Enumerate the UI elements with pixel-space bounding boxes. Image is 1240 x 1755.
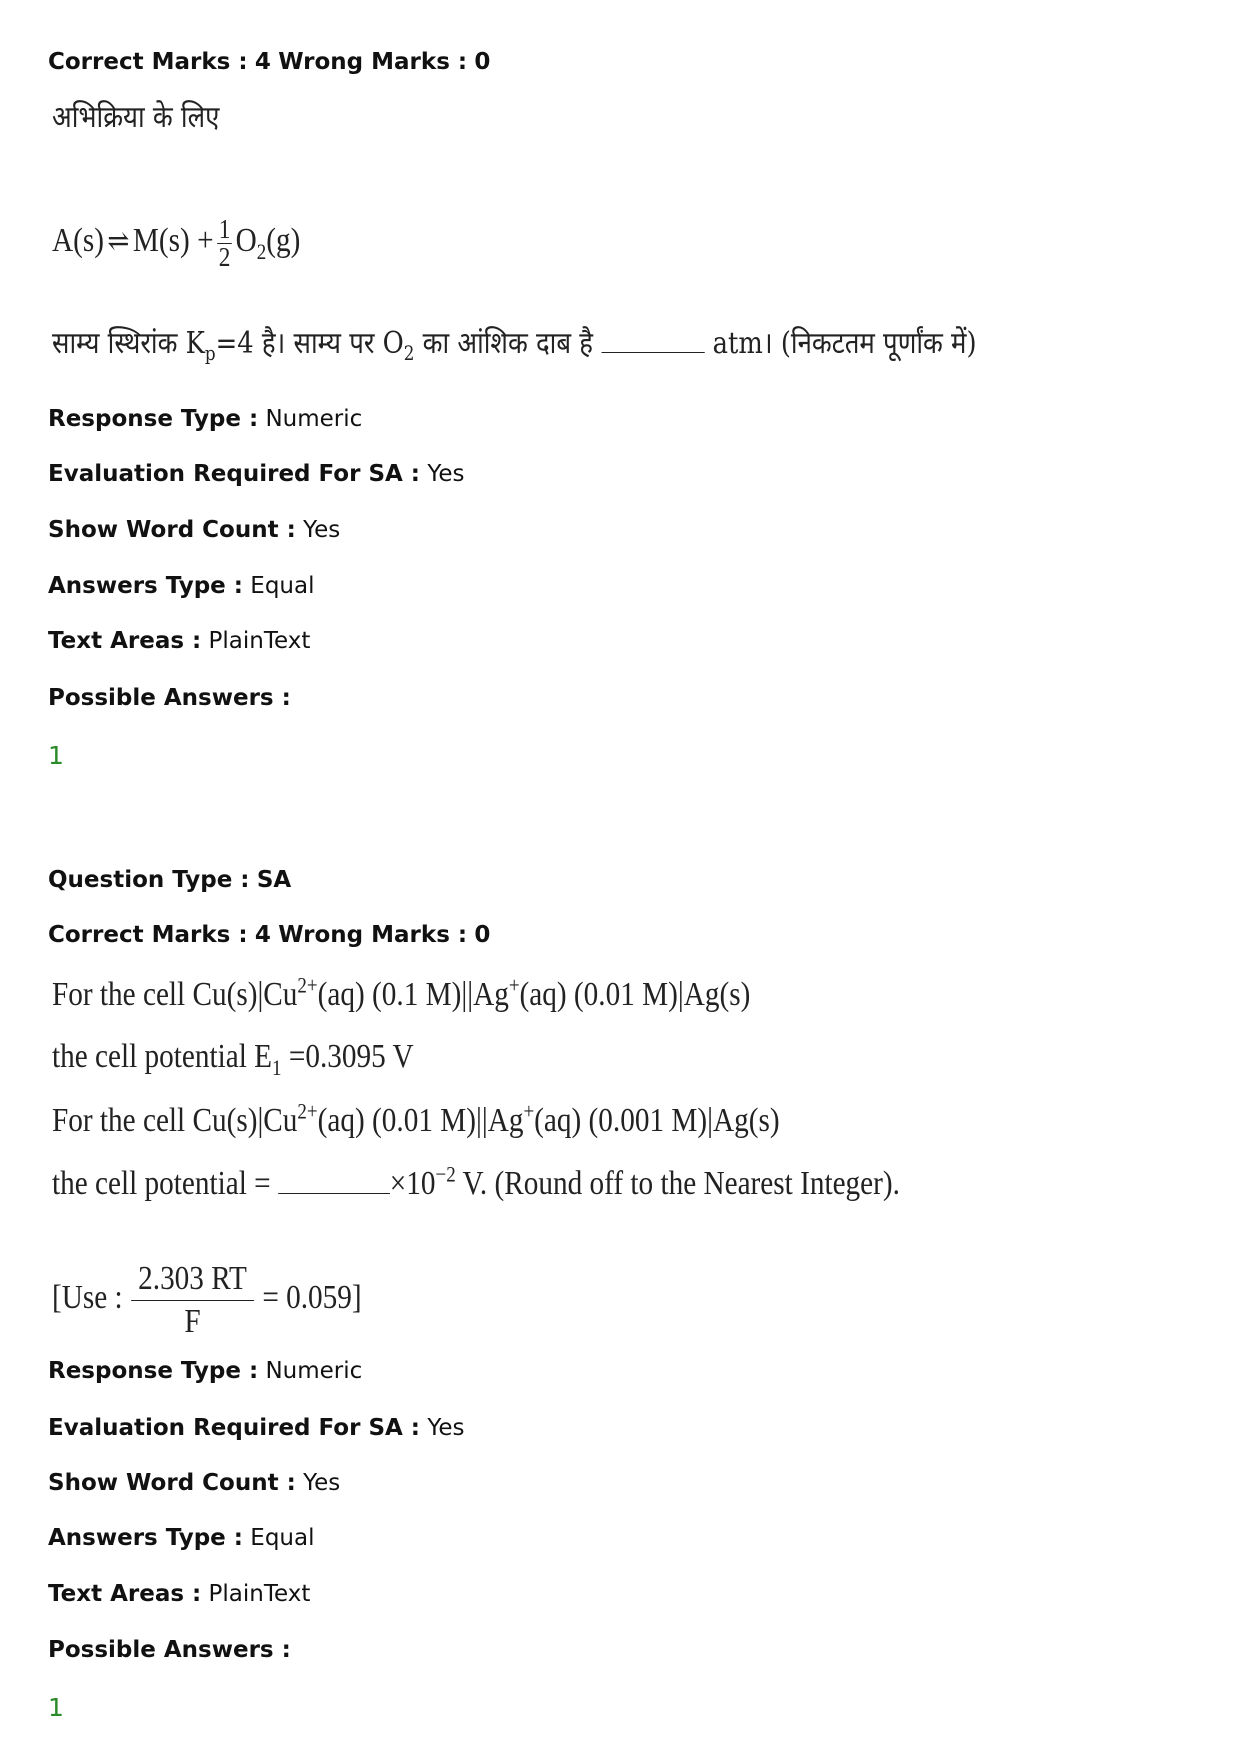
fraction-half xyxy=(217,213,232,272)
sub: 1 xyxy=(272,1054,282,1080)
numerator: 1 xyxy=(218,213,231,244)
eq-oxygen: O xyxy=(235,222,257,259)
field-word-count xyxy=(48,1467,340,1499)
s4: atm। (निकटतम पूर्णांक में) xyxy=(712,326,977,361)
field-label: Response Type : xyxy=(48,406,259,432)
t: (aq) (0.01 M)|Ag(s) xyxy=(519,976,751,1013)
possible-answer: 1 xyxy=(48,1693,64,1722)
field-label: Answers Type : xyxy=(48,1525,243,1551)
q2-line4 xyxy=(52,1161,900,1204)
q2-type xyxy=(48,864,291,896)
q1-equation xyxy=(52,211,300,271)
t: = 0.059] xyxy=(262,1279,362,1316)
q2-marks xyxy=(48,919,490,951)
question-type-label: Question Type : xyxy=(48,867,250,893)
field-value: PlainText xyxy=(208,1581,311,1607)
q2-line2 xyxy=(52,1037,414,1080)
s2: =4 है। साम्य पर O xyxy=(215,326,404,361)
field-evaluation xyxy=(48,1412,464,1444)
answer-blank xyxy=(601,326,704,353)
s3: का आंशिक दाब है xyxy=(422,326,594,361)
question-type-value: SA xyxy=(256,867,292,893)
numerator: 2.303 RT xyxy=(131,1262,253,1301)
sup: −2 xyxy=(435,1161,456,1187)
wrong-marks-label: Wrong Marks : xyxy=(278,922,468,948)
field-answers-type xyxy=(48,1522,315,1554)
possible-answer: 1 xyxy=(48,741,64,770)
sup: 2+ xyxy=(297,1098,318,1124)
field-value: Yes xyxy=(303,517,341,543)
t: the cell potential = xyxy=(52,1165,271,1202)
denominator: 2 xyxy=(218,241,231,272)
q2-line3 xyxy=(52,1098,780,1141)
t: (aq) (0.01 M)||Ag xyxy=(317,1102,524,1139)
field-value: Numeric xyxy=(265,1358,363,1384)
field-text-areas xyxy=(48,1578,310,1610)
q2-use-formula xyxy=(52,1258,362,1338)
field-value: Equal xyxy=(250,573,315,599)
field-possible-answers xyxy=(48,1634,291,1666)
field-text-areas xyxy=(48,625,310,657)
field-value: PlainText xyxy=(208,628,311,654)
field-value: Yes xyxy=(427,1415,465,1441)
t: For the cell Cu(s)|Cu xyxy=(52,976,298,1013)
field-label: Possible Answers : xyxy=(48,685,291,711)
wrong-marks-value: 0 xyxy=(474,49,491,75)
eq-sub: 2 xyxy=(256,238,267,264)
field-label: Text Areas : xyxy=(48,628,202,654)
field-label: Show Word Count : xyxy=(48,517,296,543)
field-evaluation xyxy=(48,458,464,490)
field-possible-answers xyxy=(48,682,291,714)
eq-right: M(s) + xyxy=(132,222,214,259)
correct-marks-value: 4 xyxy=(254,922,271,948)
answer-blank xyxy=(278,1167,390,1194)
field-label: Evaluation Required For SA : xyxy=(48,461,421,487)
wrong-marks-value: 0 xyxy=(474,922,491,948)
field-value: Equal xyxy=(250,1525,315,1551)
sup: + xyxy=(508,972,520,998)
t: V. (Round off to the Nearest Integer). xyxy=(455,1165,900,1202)
t: For the cell Cu(s)|Cu xyxy=(52,1102,298,1139)
field-value: Numeric xyxy=(265,406,363,432)
sup: 2+ xyxy=(297,972,318,998)
field-label: Answers Type : xyxy=(48,573,243,599)
field-answers-type xyxy=(48,570,315,602)
s1-sub: p xyxy=(204,342,216,365)
t: the cell potential E xyxy=(52,1038,273,1075)
equilibrium-arrow-icon: ⇌ xyxy=(107,224,130,258)
eq-left: A(s) xyxy=(52,222,104,259)
correct-marks-label: Correct Marks : xyxy=(48,49,248,75)
field-value: Yes xyxy=(427,461,465,487)
fraction xyxy=(131,1259,253,1340)
q1-marks xyxy=(48,46,490,78)
field-label: Response Type : xyxy=(48,1358,259,1384)
field-label: Text Areas : xyxy=(48,1581,202,1607)
wrong-marks-label: Wrong Marks : xyxy=(278,49,468,75)
sup: + xyxy=(523,1098,535,1124)
field-value: Yes xyxy=(303,1470,341,1496)
t: =0.3095 V xyxy=(281,1038,414,1075)
t: [Use : xyxy=(52,1279,123,1316)
correct-marks-label: Correct Marks : xyxy=(48,922,248,948)
field-label: Possible Answers : xyxy=(48,1637,291,1663)
field-response-type xyxy=(48,403,362,435)
t: ×10 xyxy=(389,1165,436,1202)
q2-line1 xyxy=(52,972,751,1015)
field-response-type xyxy=(48,1355,362,1387)
field-label: Show Word Count : xyxy=(48,1470,296,1496)
denominator: F xyxy=(184,1302,201,1340)
field-word-count xyxy=(48,514,340,546)
s1: साम्य स्थिरांक K xyxy=(52,326,205,361)
s2-sub: 2 xyxy=(403,342,415,365)
field-label: Evaluation Required For SA : xyxy=(48,1415,421,1441)
eq-tail: (g) xyxy=(266,222,301,259)
t: (aq) (0.001 M)|Ag(s) xyxy=(534,1102,780,1139)
q1-statement xyxy=(52,324,977,364)
q1-intro: अभिक्रिया के लिए xyxy=(52,100,220,135)
t: (aq) (0.1 M)||Ag xyxy=(317,976,509,1013)
correct-marks-value: 4 xyxy=(254,49,271,75)
